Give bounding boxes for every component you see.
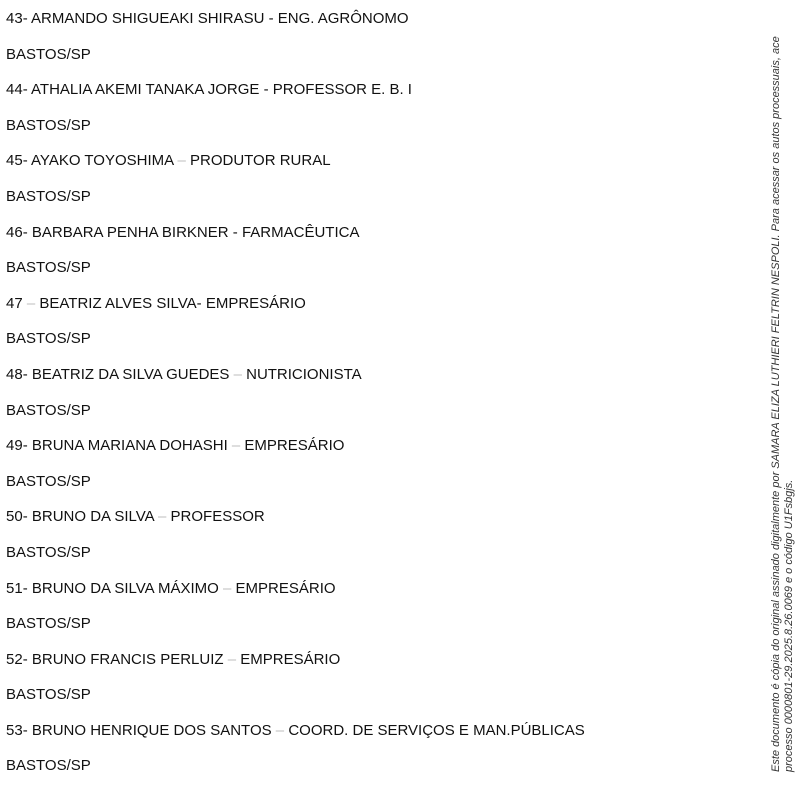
role-separator: – xyxy=(223,650,241,668)
entry-city: BASTOS/SP xyxy=(6,330,91,348)
role-separator: - xyxy=(196,294,206,312)
entry-heading xyxy=(6,151,736,187)
list-item xyxy=(6,151,736,222)
entry-name: BEATRIZ DA SILVA GUEDES xyxy=(31,365,230,383)
list-item xyxy=(6,721,736,792)
entry-name: AYAKO TOYOSHIMA xyxy=(31,152,174,170)
number-separator: - xyxy=(22,721,32,739)
number-separator: - xyxy=(22,152,32,170)
list-item xyxy=(6,507,736,578)
entry-number: 53 xyxy=(6,721,23,739)
entry-name: BRUNO DA SILVA xyxy=(31,508,154,526)
role-separator: – xyxy=(173,152,190,170)
signature-note-line-2: processo 0000801-29.2025.8.26.0069 e o código U1Fsbgjs. xyxy=(783,479,795,772)
role-separator: – xyxy=(153,508,171,526)
entry-role: PROFESSOR E. B. I xyxy=(272,81,412,99)
entry-number: 46 xyxy=(6,223,23,241)
entry-heading xyxy=(6,294,736,330)
list-item xyxy=(6,579,736,650)
number-separator: – xyxy=(22,294,40,312)
entry-city: BASTOS/SP xyxy=(6,543,91,561)
list-item xyxy=(6,80,736,151)
entry-role: ENG. AGRÔNOMO xyxy=(277,10,409,27)
list-item xyxy=(6,365,736,436)
number-separator: - xyxy=(22,365,32,383)
entry-city: BASTOS/SP xyxy=(6,472,91,490)
role-separator: – xyxy=(218,579,236,597)
entry-number: 45 xyxy=(6,152,23,170)
list-item xyxy=(6,650,736,721)
entry-heading xyxy=(6,721,736,757)
number-separator: - xyxy=(22,508,32,526)
entry-city: BASTOS/SP xyxy=(6,686,91,704)
signature-note-line-1: Este documento é cópia do original assinado digitalmente por SAMARA ELIZA LUTHIERI FELTRIN NESPOLI. Para acessar os autos processuais, ace xyxy=(770,36,782,772)
entry-name: BRUNO DA SILVA MÁXIMO xyxy=(31,579,219,597)
entry-role: EMPRESÁRIO xyxy=(244,437,345,455)
number-separator: - xyxy=(22,579,32,597)
entry-role: PROFESSOR xyxy=(170,508,265,526)
number-separator: - xyxy=(22,437,32,455)
entry-number: 52 xyxy=(6,650,23,668)
entry-city: BASTOS/SP xyxy=(6,757,91,775)
entry-name: ATHALIA AKEMI TANAKA JORGE xyxy=(31,81,260,99)
number-separator: - xyxy=(22,650,32,668)
entry-city: BASTOS/SP xyxy=(6,116,91,134)
entry-name: BRUNA MARIANA DOHASHI xyxy=(31,437,228,455)
entry-name: BRUNO FRANCIS PERLUIZ xyxy=(31,650,224,668)
entry-number: 43 xyxy=(6,10,23,27)
entry-city: BASTOS/SP xyxy=(6,259,91,277)
entry-heading xyxy=(6,223,736,259)
entry-city: BASTOS/SP xyxy=(6,187,91,205)
entry-number: 51 xyxy=(6,579,23,597)
entry-city: BASTOS/SP xyxy=(6,615,91,633)
role-separator: – xyxy=(229,365,247,383)
role-separator: – xyxy=(227,437,245,455)
role-separator: - xyxy=(228,223,242,241)
role-separator: – xyxy=(271,721,289,739)
entry-role: COORD. DE SERVIÇOS E MAN.PÚBLICAS xyxy=(288,721,585,739)
entry-number: 49 xyxy=(6,437,23,455)
list-item xyxy=(6,294,736,365)
entry-name: ARMANDO SHIGUEAKI SHIRASU xyxy=(31,10,265,27)
number-separator: - xyxy=(22,223,32,241)
entry-name: BRUNO HENRIQUE DOS SANTOS xyxy=(31,721,272,739)
entry-number: 44 xyxy=(6,81,23,99)
entry-heading xyxy=(6,579,736,615)
role-separator: - xyxy=(264,10,278,27)
entry-role: NUTRICIONISTA xyxy=(246,365,362,383)
entry-heading xyxy=(6,80,736,116)
list-item xyxy=(6,9,736,80)
number-separator: - xyxy=(22,10,32,27)
entry-role: FARMACÊUTICA xyxy=(241,223,360,241)
entry-name: BEATRIZ ALVES SILVA xyxy=(39,294,197,312)
signature-note-text xyxy=(770,0,796,772)
entry-role: EMPRESÁRIO xyxy=(240,650,341,668)
entry-number: 48 xyxy=(6,365,23,383)
entry-role: PRODUTOR RURAL xyxy=(189,152,331,170)
entry-heading xyxy=(6,365,736,401)
entry-number: 50 xyxy=(6,508,23,526)
entry-heading xyxy=(6,650,736,686)
entry-heading xyxy=(6,507,736,543)
role-separator: - xyxy=(259,81,273,99)
entry-role: EMPRESÁRIO xyxy=(205,294,306,312)
entry-city: BASTOS/SP xyxy=(6,45,91,63)
member-list xyxy=(6,9,736,792)
list-item xyxy=(6,436,736,507)
entry-name: BARBARA PENHA BIRKNER xyxy=(31,223,229,241)
number-separator: - xyxy=(22,81,32,99)
entry-role: EMPRESÁRIO xyxy=(235,579,336,597)
entry-heading xyxy=(6,436,736,472)
list-item xyxy=(6,223,736,294)
digital-signature-note xyxy=(770,0,800,782)
entry-heading xyxy=(6,9,736,45)
entry-city: BASTOS/SP xyxy=(6,401,91,419)
entry-number: 47 xyxy=(6,294,23,312)
